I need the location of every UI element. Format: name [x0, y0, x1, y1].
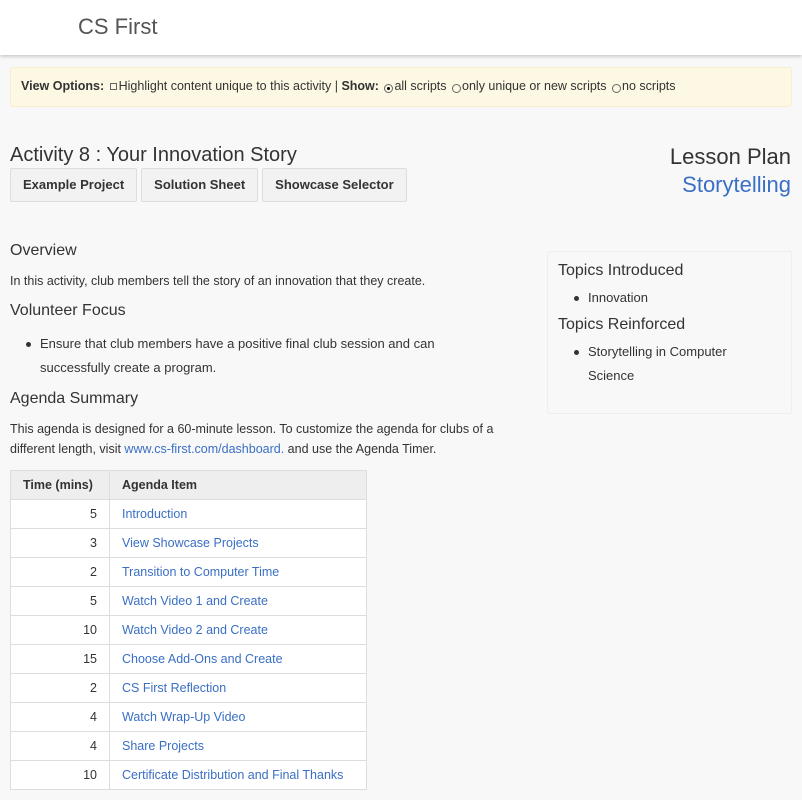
brand-logo[interactable]: CS First — [78, 14, 158, 39]
agenda-item-link[interactable]: Transition to Computer Time — [122, 565, 280, 579]
time-cell: 5 — [11, 500, 110, 529]
separator: | — [334, 79, 338, 93]
time-cell: 3 — [11, 529, 110, 558]
agenda-heading: Agenda Summary — [10, 390, 139, 407]
agenda-item-cell — [110, 587, 367, 616]
topics-panel — [547, 251, 792, 414]
highlight-checkbox[interactable] — [110, 83, 117, 90]
topic-item: Storytelling in Computer Science — [558, 340, 758, 388]
example-project-button[interactable]: Example Project — [10, 168, 137, 202]
table-row — [11, 732, 367, 761]
topic-item: Innovation — [558, 286, 781, 310]
view-options-bar — [10, 67, 792, 107]
time-cell: 10 — [11, 616, 110, 645]
lesson-plan-label: Lesson Plan — [669, 144, 791, 169]
agenda-item-cell — [110, 761, 367, 790]
topics-reinforced-heading: Topics Reinforced — [558, 316, 686, 333]
radio-label: all scripts — [394, 79, 447, 93]
time-cell: 15 — [11, 645, 110, 674]
time-cell: 2 — [11, 558, 110, 587]
agenda-item-link[interactable]: Share Projects — [122, 739, 204, 753]
agenda-text-start: This agenda is designed for a 60-minute lesson. To customize the agenda for clubs of a different length, visit — [10, 422, 494, 456]
agenda-item-link[interactable]: Certificate Distribution and Final Thanks — [122, 768, 344, 782]
radio-unique-scripts[interactable] — [452, 84, 461, 93]
agenda-item-link[interactable]: Watch Wrap-Up Video — [122, 710, 246, 724]
theme-link[interactable]: Storytelling — [682, 172, 791, 197]
column-header: Agenda Item — [110, 471, 367, 500]
agenda-item-cell — [110, 500, 367, 529]
volunteer-heading: Volunteer Focus — [10, 302, 126, 319]
table-row — [11, 703, 367, 732]
activity-title: Activity 8 : Your Innovation Story — [10, 144, 297, 166]
radio-label: only unique or new scripts — [462, 79, 607, 93]
agenda-item-cell — [110, 703, 367, 732]
showcase-selector-button[interactable]: Showcase Selector — [262, 168, 407, 202]
overview-heading: Overview — [10, 242, 77, 259]
table-row — [11, 674, 367, 703]
agenda-item-link[interactable]: Introduction — [122, 507, 188, 521]
time-cell: 10 — [11, 761, 110, 790]
agenda-item-link[interactable]: CS First Reflection — [122, 681, 227, 695]
topics-introduced-heading: Topics Introduced — [558, 262, 684, 279]
show-label: Show: — [341, 79, 379, 93]
table-row — [11, 645, 367, 674]
agenda-table — [10, 470, 367, 790]
table-row — [11, 558, 367, 587]
highlight-label: Highlight content unique to this activity — [118, 79, 332, 93]
dashboard-link[interactable]: www.cs-first.com/dashboard. — [124, 442, 285, 456]
table-row — [11, 761, 367, 790]
view-options-label: View Options: — [21, 79, 105, 93]
solution-sheet-button[interactable]: Solution Sheet — [141, 168, 258, 202]
radio-label: no scripts — [622, 79, 676, 93]
top-header — [0, 0, 802, 55]
table-row — [11, 587, 367, 616]
table-row — [11, 616, 367, 645]
overview-text: In this activity, club members tell the story of an innovation that they create. — [10, 274, 426, 288]
radio-all-scripts[interactable] — [384, 84, 393, 93]
time-cell: 5 — [11, 587, 110, 616]
agenda-item-link[interactable]: Watch Video 1 and Create — [122, 594, 268, 608]
agenda-item-cell — [110, 616, 367, 645]
agenda-item-link[interactable]: View Showcase Projects — [122, 536, 259, 550]
agenda-item-link[interactable]: Watch Video 2 and Create — [122, 623, 268, 637]
table-row — [11, 529, 367, 558]
agenda-item-cell — [110, 558, 367, 587]
agenda-text — [10, 419, 530, 459]
agenda-text-end: and use the Agenda Timer. — [284, 442, 437, 456]
time-cell: 4 — [11, 732, 110, 761]
agenda-item-cell — [110, 529, 367, 558]
column-header: Time (mins) — [11, 471, 110, 500]
agenda-item-cell — [110, 645, 367, 674]
table-row — [11, 500, 367, 529]
volunteer-item: Ensure that club members have a positive final club session and can successfully create a program. — [10, 332, 490, 380]
time-cell: 4 — [11, 703, 110, 732]
agenda-item-cell — [110, 674, 367, 703]
radio-no-scripts[interactable] — [612, 84, 621, 93]
agenda-item-cell — [110, 732, 367, 761]
agenda-item-link[interactable]: Choose Add-Ons and Create — [122, 652, 283, 666]
time-cell: 2 — [11, 674, 110, 703]
